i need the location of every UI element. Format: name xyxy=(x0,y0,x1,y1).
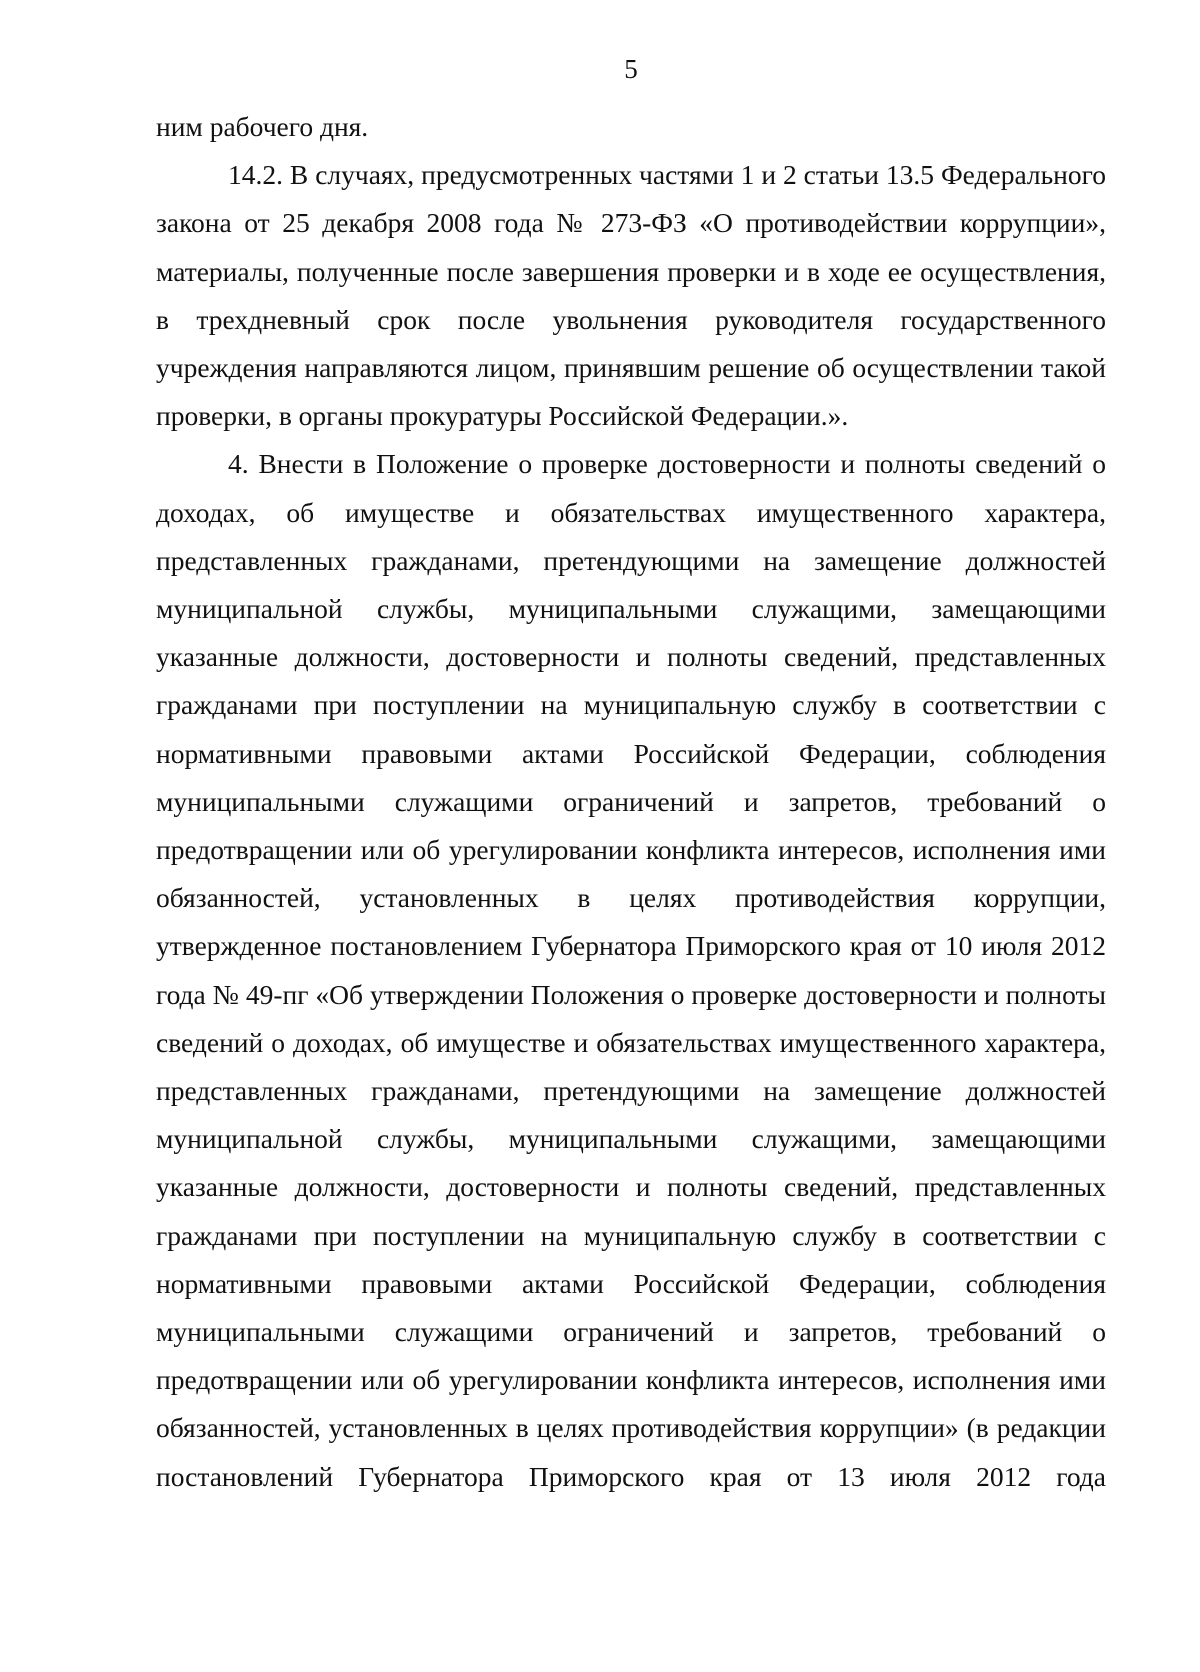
document-body xyxy=(156,103,1106,1501)
paragraph-item-14-2: 14.2. В случаях, предусмотренных частями 1 и 2 статьи 13.5 Федерального закона от 25 декабря 2008 года № 273-ФЗ «О противодействии коррупции», материалы, полученные после завершения проверки и в ходе ее осуществления, в трехдневный срок после увольнения руководителя государственного учреждения направляются лицом, принявшим решение об осуществлении такой проверки, в органы прокуратуры Российской Федерации.». xyxy=(156,159,1106,432)
paragraph-continuation: ним рабочего дня. xyxy=(156,111,369,142)
page-number: 5 xyxy=(624,54,638,84)
paragraph-item-4: 4. Внести в Положение о проверке достоверности и полноты сведений о доходах, об имуществе и обязательствах имущественного характера, представленных гражданами, претендующими на замещение должностей муниципальной службы, муниципальными служащими, замещающими указанные должности, достоверности и полноты сведений, представленных гражданами при поступлении на муниципальную службу в соответствии с нормативными правовыми актами Российской Федерации, соблюдения муниципальными служащими ограничений и запретов, требований о предотвращении или об урегулировании конфликта интересов, исполнения ими обязанностей, установленных в целях противодействия коррупции, утвержденное постановлением Губернатора Приморского края от 10 июля 2012 года № 49-пг «Об утверждении Положения о проверке достоверности и полноты сведений о доходах, об имуществе и обязательствах имущественного характера, представленных гражданами, претендующими на замещение должностей муниципальной службы, муниципальными служащими, замещающими указанные должности, достоверности и полноты сведений, представленных гражданами при поступлении на муниципальную службу в соответствии с нормативными правовыми актами Российской Федерации, соблюдения муниципальными служащими ограничений и запретов, требований о предотвращении или об урегулировании конфликта интересов, исполнения ими обязанностей, установленных в целях противодействия коррупции» (в редакции постановлений Губернатора Приморского края от 13 июля 2012 года xyxy=(156,448,1106,1492)
